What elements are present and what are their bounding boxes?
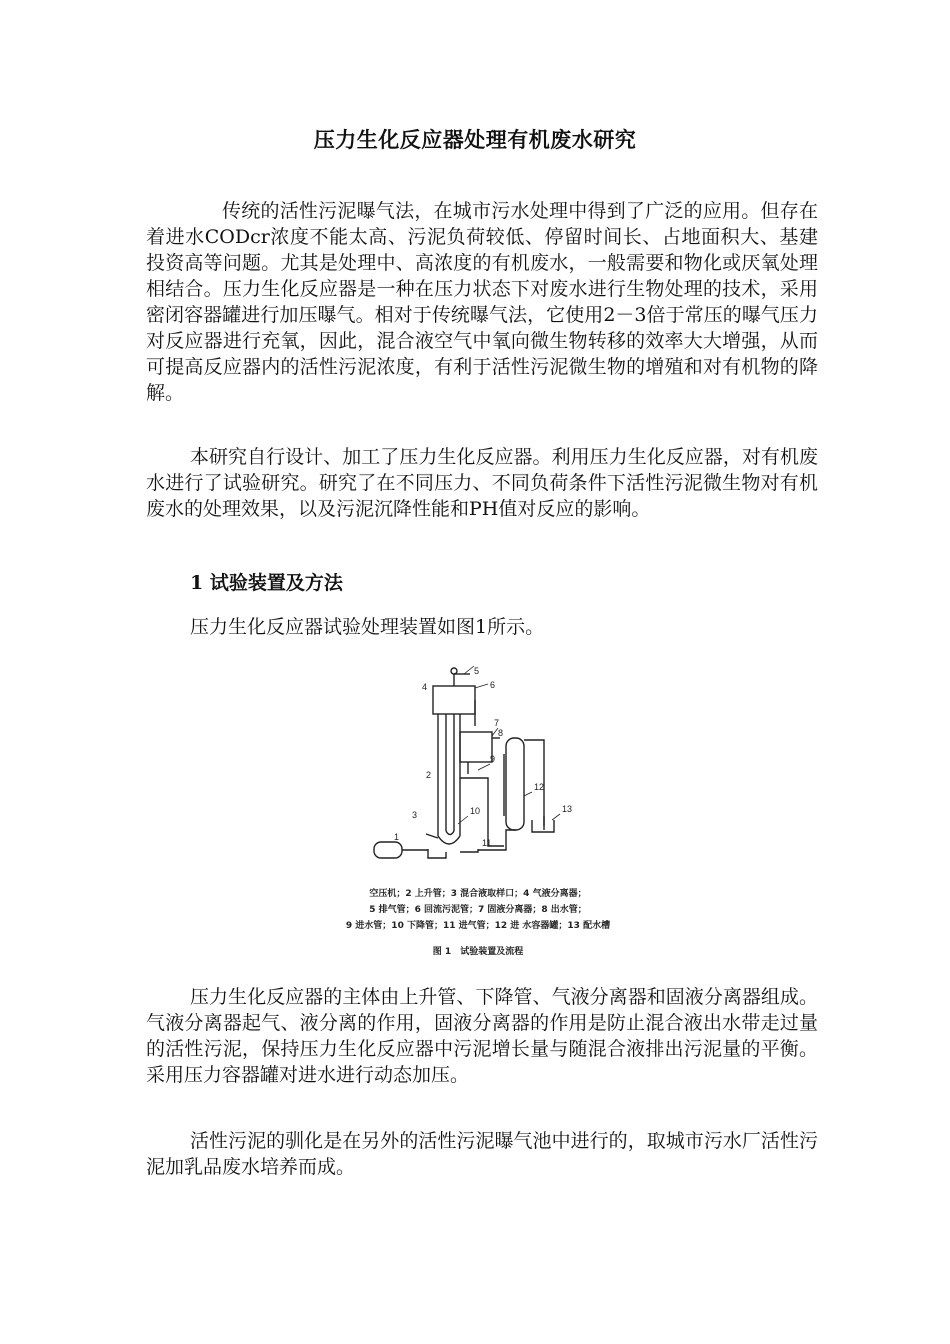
feed-water-vessel bbox=[506, 738, 524, 830]
figure-legend-line-2: 5 排气管；6 回流污泥管；7 固液分离器；8 出水管； bbox=[369, 905, 587, 915]
label-9: 9 bbox=[490, 754, 496, 764]
distribution-tank bbox=[532, 820, 554, 832]
apparatus-figure bbox=[318, 666, 638, 966]
figure-legend-line-3: 9 进水管；10 下降管；11 进气管；12 进 水容器罐；13 配水槽 bbox=[345, 921, 611, 931]
paragraph-2: 本研究自行设计、加工了压力生化反应器。利用压力生化反应器，对有机废水进行了试验研究。研究了在不同压力、不同负荷条件下活性污泥微生物对有机废水的处理效果，以及污泥沉降性能和PH值对反应的影响。 bbox=[146, 446, 818, 520]
label-6: 6 bbox=[490, 680, 496, 690]
document-title: 压力生化反应器处理有机废水研究 bbox=[313, 127, 637, 152]
label-5: 5 bbox=[474, 666, 480, 676]
label-3: 3 bbox=[412, 810, 418, 820]
label-11: 11 bbox=[482, 838, 492, 848]
label-8: 8 bbox=[498, 728, 504, 738]
figure-intro: 压力生化反应器试验处理装置如图1所示。 bbox=[190, 616, 545, 638]
section-heading: 1 试验装置及方法 bbox=[190, 572, 343, 594]
paragraph-3: 压力生化反应器的主体由上升管、下降管、气液分离器和固液分离器组成。气液分离器起气、液分离的作用，固液分离器的作用是防止混合液出水带走过量的活性污泥，保持压力生化反应器中污泥增长量与随混合液排出污泥量的平衡。采用压力容器罐对进水进行动态加压。 bbox=[146, 986, 818, 1086]
paragraph-1: 传统的活性污泥曝气法，在城市污水处理中得到了广泛的应用。但存在着进水CODcr浓度不能太高、污泥负荷较低、停留时间长、占地面积大、基建投资高等问题。尤其是处理中、高浓度的有机废水，一般需要和物化或厌氧处理相结合。压力生化反应器是一种在压力状态下对废水进行生物处理的技术，采用密闭容器罐进行加压曝气。相对于传统曝气法，它使用2－3倍于常压的曝气压力对反应器进行充氧，因此，混合液空气中氧向微生物转移的效率大大增强，从而可提高反应器内的活性污泥浓度，有利于活性污泥微生物的增殖和对有机物的降解。 bbox=[146, 200, 818, 404]
label-2: 2 bbox=[426, 770, 432, 780]
apparatus-diagram bbox=[318, 666, 638, 966]
paragraph-4: 活性污泥的驯化是在另外的活性污泥曝气池中进行的，取城市污水厂活性污泥加乳品废水培养而成。 bbox=[146, 1130, 818, 1178]
air-compressor bbox=[374, 842, 402, 858]
label-10: 10 bbox=[470, 806, 481, 816]
label-12: 12 bbox=[534, 782, 545, 792]
label-4: 4 bbox=[422, 682, 428, 692]
label-7: 7 bbox=[494, 718, 500, 728]
solid-liquid-separator bbox=[460, 732, 492, 762]
figure-caption: 图 1 试验装置及流程 bbox=[432, 947, 524, 957]
figure-legend-line-1: 空压机；2 上升管；3 混合液取样口；4 气液分离器； bbox=[369, 889, 587, 899]
gas-liquid-separator bbox=[433, 686, 475, 714]
label-13: 13 bbox=[562, 804, 573, 814]
label-1: 1 bbox=[394, 832, 400, 842]
